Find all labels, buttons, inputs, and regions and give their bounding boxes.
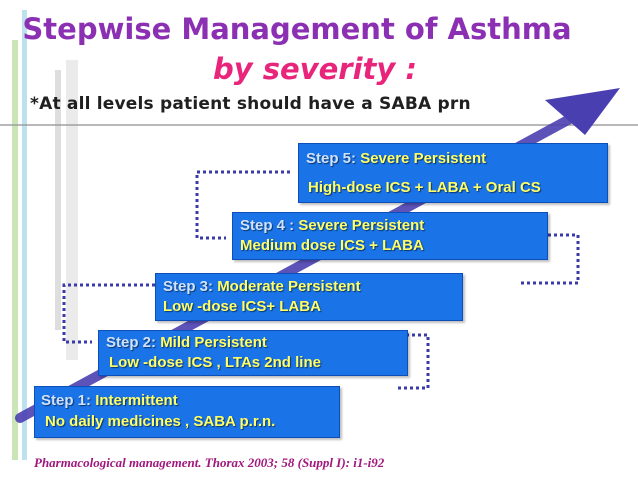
step-3-box (155, 273, 463, 321)
step-label: Step 1: (41, 392, 92, 409)
step-label: Step 5: (306, 150, 357, 167)
step-label: Step 3: (163, 278, 214, 295)
step-1-box (34, 386, 340, 438)
step-treatment: High-dose ICS + LABA + Oral CS (308, 179, 541, 196)
reference-citation: Pharmacological management. Thorax 2003; 58 (Suppl I): i1-i92 (34, 455, 385, 470)
step-severity: Mild Persistent (160, 334, 267, 351)
step-severity: Moderate Persistent (217, 278, 361, 295)
step-5-box (298, 143, 608, 203)
step-severity: Severe Persistent (360, 150, 487, 167)
step-label: Step 4 : (240, 217, 295, 234)
step-treatment: Medium dose ICS + LABA (240, 237, 424, 254)
page-subtitle: by severity : (213, 52, 417, 86)
decor-bar (12, 40, 18, 460)
saba-note: *At all levels patient should have a SABA prn (30, 94, 471, 114)
step-treatment: No daily medicines , SABA p.r.n. (45, 413, 276, 430)
step-2-box (98, 330, 408, 376)
header-rule (0, 124, 638, 126)
step-label: Step 2: (106, 334, 157, 351)
step-4-box (232, 212, 548, 260)
page-title: Stepwise Management of Asthma (22, 12, 572, 46)
step-treatment: Low -dose ICS+ LABA (163, 298, 321, 315)
step-severity: Severe Persistent (298, 217, 425, 234)
step-severity: Intermittent (95, 392, 178, 409)
step-treatment: Low -dose ICS , LTAs 2nd line (109, 354, 321, 371)
